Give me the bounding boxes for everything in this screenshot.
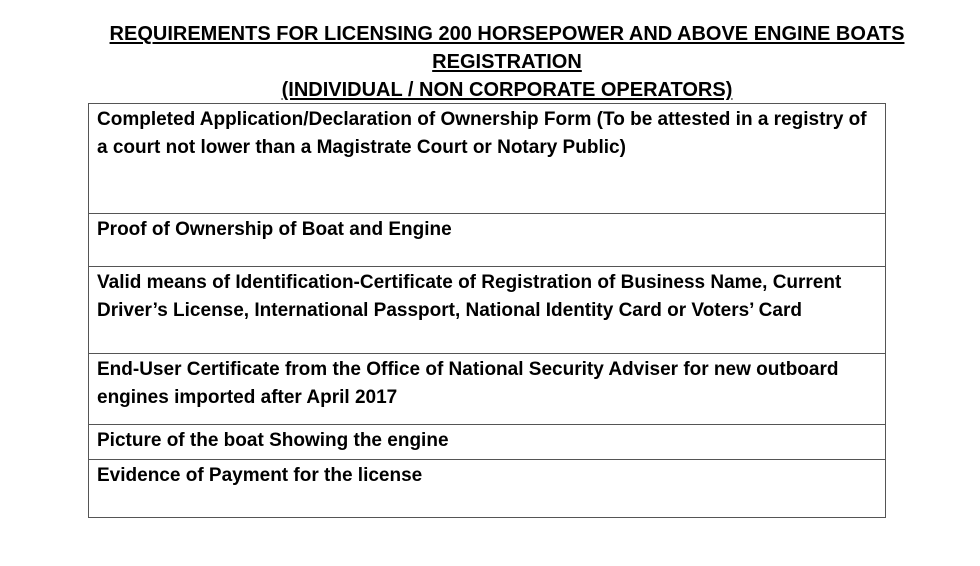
requirement-proof-of-ownership: Proof of Ownership of Boat and Engine bbox=[89, 214, 886, 267]
requirement-boat-picture: Picture of the boat Showing the engine bbox=[89, 425, 886, 460]
heading-line-registration: REGISTRATION bbox=[432, 51, 582, 73]
requirement-payment-evidence: Evidence of Payment for the license bbox=[89, 460, 886, 518]
table-row bbox=[89, 104, 886, 214]
requirement-end-user-certificate: End-User Certificate from the Office of National Security Adviser for new outboard engines imported after April 2017 bbox=[89, 354, 886, 425]
heading-line-title: REQUIREMENTS FOR LICENSING 200 HORSEPOWER AND ABOVE ENGINE BOATS bbox=[109, 23, 905, 45]
requirement-identification: Valid means of Identification-Certificate of Registration of Business Name, Current Driver’s License, International Passport, National Identity Card or Voters’ Card bbox=[89, 267, 886, 354]
table-row bbox=[89, 460, 886, 518]
requirement-application-form: Completed Application/Declaration of Ownership Form (To be attested in a registry of a court not lower than a Magistrate Court or Notary Public) bbox=[89, 104, 886, 214]
table-row bbox=[89, 214, 886, 267]
requirements-table bbox=[88, 103, 886, 518]
table-row bbox=[89, 425, 886, 460]
table-row bbox=[89, 354, 886, 425]
document-heading bbox=[88, 20, 926, 104]
table-row bbox=[89, 267, 886, 354]
heading-line-operators: (INDIVIDUAL / NON CORPORATE OPERATORS) bbox=[281, 79, 733, 101]
